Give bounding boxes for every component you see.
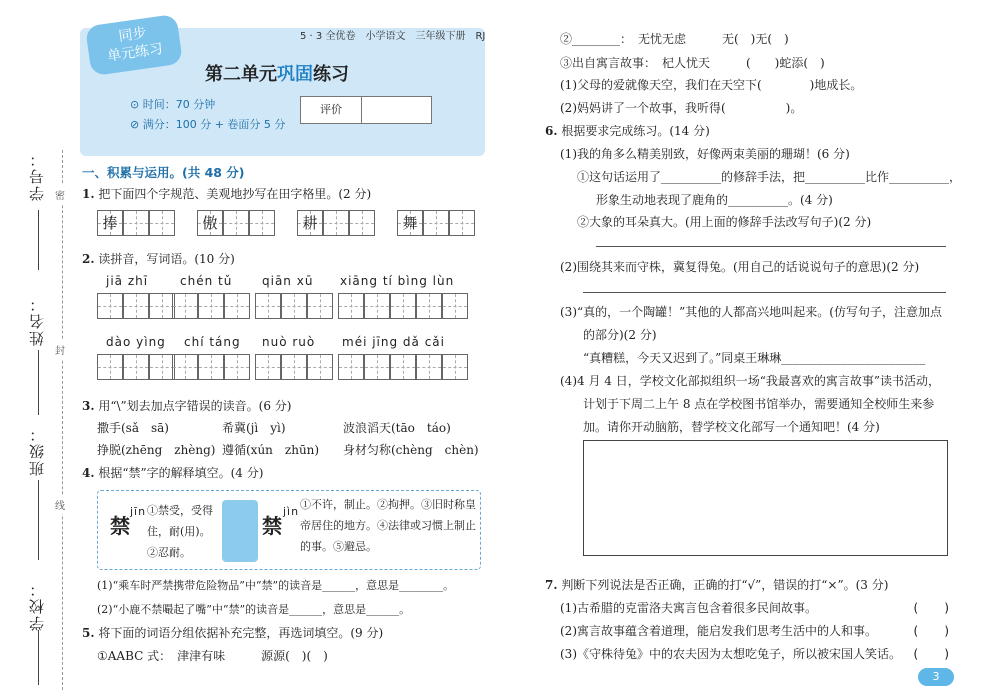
- q6-sub-1: (1)我的角多么精美别致，好像两束美丽的珊瑚！(6 分): [560, 147, 850, 161]
- judge-item-3: (3)《守株待兔》中的农夫因为太想吃兔子，所以被宋国人笑话。: [560, 647, 902, 661]
- copy-grid-4[interactable]: 舞: [397, 210, 475, 236]
- name-label: 姓名：: [28, 295, 46, 346]
- section-1-title: 一、积累与运用。(共 48 分): [82, 165, 245, 180]
- q6-sub-1a-cont: 形象生动地表现了鹿角的__________。(4 分): [596, 193, 833, 207]
- answer-grid-5[interactable]: [97, 354, 175, 380]
- q4-sub-1: (1)“乘车时严禁携带危险物品”中“禁”的读音是______，意思是________。: [97, 579, 455, 592]
- seal-char-feng: 封: [55, 340, 65, 359]
- badge-line-1: 同步: [117, 25, 148, 45]
- student-number-line[interactable]: [38, 210, 39, 270]
- student-number-label: 学号：: [28, 150, 46, 201]
- pinyin-7: nuò ruò: [262, 335, 316, 349]
- q5-fill-2: (2)妈妈讲了一个故事，我听得( )。: [560, 101, 803, 115]
- pinyin-6: chí táng: [184, 335, 241, 349]
- badge-line-2: 单元练习: [106, 41, 164, 65]
- page-number: 3: [918, 668, 954, 686]
- judge-answer-3[interactable]: ( ): [912, 647, 951, 661]
- copy-grid-1[interactable]: 捧: [97, 210, 175, 236]
- answer-grid-8[interactable]: [338, 354, 468, 380]
- q6-sub-3-prompt: “真糟糕，今天又迟到了。”同桌王琳琳________________________: [583, 351, 926, 365]
- question-1: 1. 把下面四个字规范、美观地抄写在田字格里。(2 分): [82, 187, 372, 201]
- q6-sub-2: (2)围绕其来而守株，冀复得兔。(用自己的话说说句子的意思)(2 分): [560, 260, 920, 274]
- seal-char-xian: 线: [55, 495, 65, 514]
- q5-fill-1: (1)父母的爱就像天空，我们在天空下( )地成长。: [560, 78, 863, 92]
- jin-char-left: 禁: [110, 514, 130, 538]
- question-6: 6. 根据要求完成练习。(14 分): [545, 124, 710, 138]
- name-line[interactable]: [38, 350, 39, 415]
- pinyin-8: méi jīng dǎ cǎi: [342, 335, 445, 349]
- q6-sub-4-cont2: 加。请你开动脑筋，替学校文化部写一个通知吧！(4 分): [583, 420, 880, 434]
- pinyin-1: jiā zhī: [106, 274, 149, 288]
- q5-item-2: ②________： 无忧无虑 无( )无( ): [560, 32, 789, 46]
- q3-item-1: 撒手(sǎ sā): [97, 421, 169, 435]
- jin-defs-right: ①不许，制止。②拘押。③旧时称皇帝居住的地方。④法律或习惯上制止的事。⑤避忌。: [300, 498, 476, 553]
- q6-sub-4: (4)4 月 4 日，学校文化部拟组织一场“我最喜欢的寓言故事”读书活动，: [560, 374, 940, 388]
- seal-char-mi: 密: [55, 185, 65, 204]
- copy-grid-3[interactable]: 耕: [297, 210, 375, 236]
- q3-item-4: 挣脱(zhēng zhèng): [97, 443, 216, 457]
- q6-sub-1a: ①这句话运用了__________的修辞手法，把__________比作__________，: [577, 170, 962, 184]
- page-title: 第二单元巩固练习: [205, 64, 349, 85]
- q6-sub-4-cont1: 计划于下周二上午 8 点在学校图书馆举办，需要通知全校师生来参: [583, 397, 935, 411]
- q3-item-5: 遵循(xún zhūn): [222, 443, 320, 457]
- jin-pinyin-right: jìn: [283, 505, 300, 518]
- school-line[interactable]: [38, 630, 39, 685]
- answer-grid-2[interactable]: [172, 293, 250, 319]
- class-line[interactable]: [38, 480, 39, 560]
- judge-item-2: (2)寓言故事蕴含着道理，能启发我们思考生活中的人和事。: [560, 624, 878, 638]
- q6-sub-3: (3)“真的，一个陶罐！”其他的人都高兴地叫起来。(仿写句子，注意加点: [560, 305, 942, 319]
- answer-line-1[interactable]: [596, 246, 946, 247]
- class-label: 班级：: [28, 425, 46, 476]
- answer-grid-4[interactable]: [338, 293, 468, 319]
- judge-answer-1[interactable]: ( ): [912, 601, 951, 615]
- q6-sub-3-cont: 的部分)(2 分): [583, 328, 657, 342]
- q3-item-2: 希冀(jì yì): [222, 421, 286, 435]
- question-3: 3. 用“\”划去加点字错误的读音。(6 分): [82, 399, 292, 413]
- q4-sub-2: (2)“小鹿不禁嘬起了嘴”中“禁”的读音是______，意思是______。: [97, 603, 411, 616]
- copy-grid-2[interactable]: 傲: [197, 210, 275, 236]
- cut-line: [62, 150, 63, 690]
- question-5: 5. 将下面的词语分组依据补充完整，再选词填空。(9 分): [82, 626, 384, 640]
- q5-item-1: ①AABC 式： 津津有味 源源( )( ): [97, 649, 328, 663]
- answer-grid-7[interactable]: [255, 354, 333, 380]
- answer-grid-6[interactable]: [172, 354, 250, 380]
- jin-pinyin-left: jīn: [130, 505, 147, 518]
- evaluation-box[interactable]: [300, 96, 432, 124]
- q5-item-3: ③出自寓言故事： 杞人忧天 ( )蛇添( ): [560, 56, 825, 70]
- answer-grid-1[interactable]: [97, 293, 175, 319]
- judge-item-1: (1)古希腊的克雷洛夫寓言包含着很多民间故事。: [560, 601, 817, 615]
- evaluation-label: 评价: [301, 97, 362, 123]
- answer-grid-3[interactable]: [255, 293, 333, 319]
- question-7: 7. 判断下列说法是否正确，正确的打“√”，错误的打“×”。(3 分): [545, 578, 889, 592]
- pinyin-5: dào yìng: [106, 335, 166, 349]
- binding-gutter: [0, 0, 75, 692]
- pinyin-2: chén tǔ: [180, 274, 233, 288]
- score-info: ⊘ 满分：100 分 + 卷面分 5 分: [130, 118, 286, 131]
- q6-sub-1b: ②大象的耳朵真大。(用上面的修辞手法改写句子)(2 分): [577, 215, 872, 229]
- question-4: 4. 根据“禁”字的解释填空。(4 分): [82, 466, 264, 480]
- notice-writing-box[interactable]: [583, 440, 948, 556]
- school-label: 学校：: [28, 580, 46, 631]
- pinyin-3: qiān xū: [262, 274, 314, 288]
- series-info: 5 · 3 全优卷 小学语文 三年级下册 RJ: [300, 31, 486, 42]
- pinyin-4: xiāng tí bìng lùn: [340, 274, 455, 288]
- judge-answer-2[interactable]: ( ): [912, 624, 951, 638]
- house-illustration: [222, 500, 258, 562]
- q3-item-6: 身材匀称(chèng chèn): [343, 443, 479, 457]
- jin-defs-left: ①禁受，受得住，耐(用)。②忍耐。: [147, 504, 213, 559]
- jin-char-right: 禁: [262, 514, 282, 538]
- question-2: 2. 读拼音，写词语。(10 分): [82, 252, 235, 266]
- q3-item-3: 波浪滔天(tāo táo): [343, 421, 451, 435]
- answer-line-2[interactable]: [583, 292, 946, 293]
- time-info: ⊙ 时间：70 分钟: [130, 98, 216, 111]
